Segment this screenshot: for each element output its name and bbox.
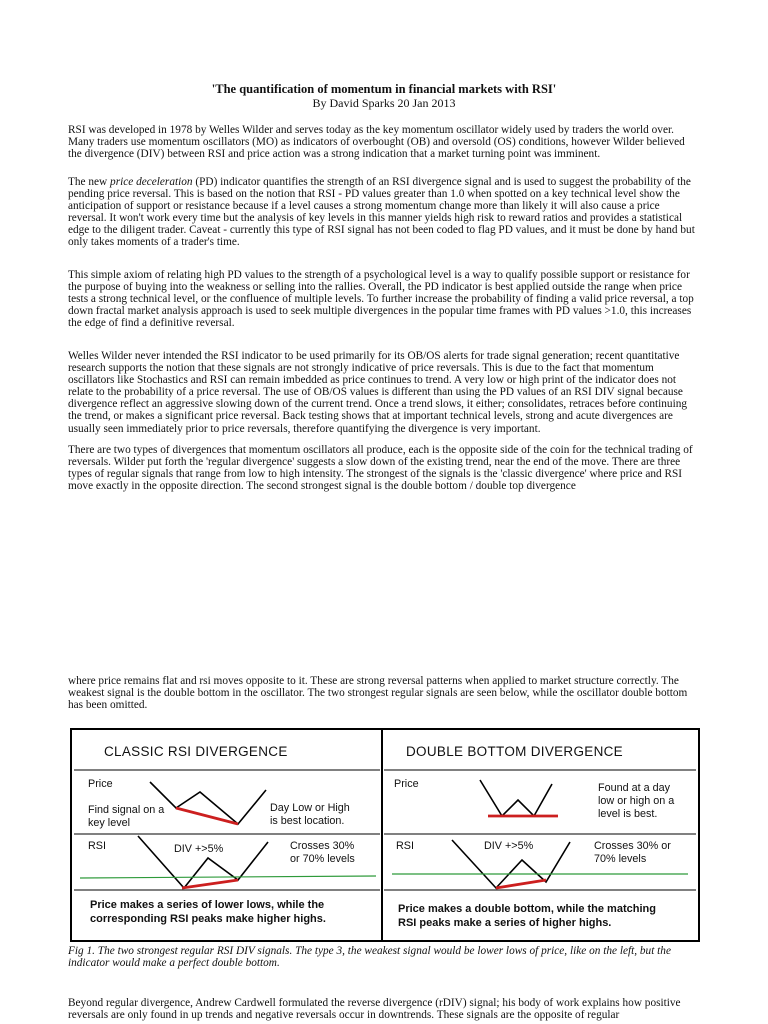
right-crosses-1: Crosses 30% or — [594, 840, 671, 852]
left-location-note-1: Day Low or High — [270, 802, 350, 814]
left-location-note-2: is best location. — [270, 815, 345, 827]
right-div-label: DIV +>5% — [484, 840, 534, 852]
left-crosses-1: Crosses 30% — [290, 840, 355, 852]
right-panel-caption-2: RSI peaks make a series of higher highs. — [398, 917, 612, 929]
right-rsi-label: RSI — [396, 840, 414, 852]
left-signal-note-2: key level — [88, 817, 131, 829]
author-byline: By David Sparks 20 Jan 2013 — [312, 96, 456, 110]
right-panel-title: DOUBLE BOTTOM DIVERGENCE — [406, 744, 623, 759]
left-rsi-label: RSI — [88, 840, 106, 852]
left-panel-title: CLASSIC RSI DIVERGENCE — [104, 744, 288, 759]
paragraph-pd-indicator — [68, 176, 700, 249]
right-price-label: Price — [394, 778, 419, 790]
paragraph-wilder: Welles Wilder never intended the RSI indicator to be used primarily for its OB/OS alerts for trade signal generation; recent quantitative research supports the notion that these signals are not strongly indicative of price reversals. This is due to the fact that momentum oscillators like Stochastics and RSI can remain imbedded as price continues to trend. A very low or high print of the indicator does not relate to the probability of a price reversal. The use of OB/OS values is different than using the PD values of an RSI DIV signal because divergence reflect an aggressive slowing down of the current trend. Once a trend slows, it either; consolidates, retraces before continuing the trend, or makes a significant price reversal. Back testing shows that at important technical levels, strong and acute divergences are usually seen immediately prior to price reversals, therefore quantifying the divergence is very important. — [68, 350, 688, 435]
left-rsi-level-line — [80, 876, 376, 878]
paragraph-pd-lead: The new — [68, 176, 111, 188]
term-price-deceleration: price deceleration — [110, 176, 193, 188]
paragraph-pd-body: (PD) indicator quantifies the strength of an RSI divergence signal and is used to suggest the probability of the pending price reversal. This is based on the notion that RSI - PD values greater than 1.0 when spotted on a key technical level show the anticipation of support or resistance because if a level causes a strong momentum change more than likely it will also cause a price reversal. It won't work every time but the analysis of key levels in this manner yields high risk to reward ratios and provides a statistical edge to the diligent trader. Caveat - currently this type of RSI signal has not been coded to flag PD values, and it must be done by hand but only takes moments of a trader's time. — [68, 176, 695, 249]
left-panel-caption-1: Price makes a series of lower lows, while the — [90, 899, 325, 911]
right-found-note-2: low or high on a — [598, 795, 675, 807]
paragraph-divergence-types: There are two types of divergences that momentum oscillators all produce, each is the opposite side of the coin for the technical trading of reversals. Wilder put forth the 'regular divergence' suggests a slow down of the existing trend, near the end of the move. There are three types of regular signals that range from low to high intensity. The strongest of the signals is the 'classic divergence' where price and RSI move exactly in the opposite direction. The second strongest signal is the double bottom / double top divergence — [68, 444, 693, 493]
left-div-label: DIV +>5% — [174, 843, 224, 855]
right-found-note-1: Found at a day — [598, 782, 671, 794]
right-found-note-3: level is best. — [598, 808, 658, 820]
paper-title: 'The quantification of momentum in financial markets with RSI' — [211, 82, 557, 96]
left-price-label: Price — [88, 778, 113, 790]
paragraph-reverse-divergence: Beyond regular divergence, Andrew Cardwell formulated the reverse divergence (rDIV) signal; his body of work explains how positive reversals are only found in up trends and negative reversals occur in downtrends. These signals are the opposite of regular — [68, 997, 681, 1022]
divergence-figure — [70, 728, 700, 942]
right-rsi-signal-line — [496, 880, 546, 888]
figure-caption: Fig 1. The two strongest regular RSI DIV signals. The type 3, the weakest signal would be lower lows of price, like on the left, but the indicator would make a perfect double bottom. — [68, 945, 671, 970]
paragraph-intro: RSI was developed in 1978 by Welles Wilder and serves today as the key momentum oscillator widely used by traders the world over. Many traders use momentum oscillators (MO) as indicators of overbought (OB) and oversold (OS) conditions, however Wilder believed the divergence (DIV) between RSI and price action was a strong indication that a market turning point was imminent. — [68, 124, 685, 161]
left-crosses-2: or 70% levels — [290, 853, 355, 865]
paragraph-double-bottom: where price remains flat and rsi moves opposite to it. These are strong reversal patterns when applied to market structure correctly. The weakest signal is the double bottom in the oscillator. The two strongest regular signals are seen below, while the oscillator double bottom has been omitted. — [68, 675, 688, 712]
right-price-path — [480, 780, 552, 816]
left-panel-caption-2: corresponding RSI peaks make higher highs. — [90, 913, 326, 925]
left-signal-note-1: Find signal on a — [88, 804, 165, 816]
paragraph-psych-levels: This simple axiom of relating high PD values to the strength of a psychological level is a way to qualify possible support or resistance for the purpose of buying into the weakness or selling into the rallies. Overall, the PD indicator is best applied outside the range when price tests a strong technical level, or the confluence of multiple levels. To further increase the probability of finding a valid price reversal, a top down fractal market analysis approach is used to seek multiple divergences in the popular time frames with PD values >1.0, this increases the edge of find a definitive reversal. — [68, 269, 694, 330]
right-panel-caption-1: Price makes a double bottom, while the matching — [398, 903, 656, 915]
right-crosses-2: 70% levels — [594, 853, 647, 865]
